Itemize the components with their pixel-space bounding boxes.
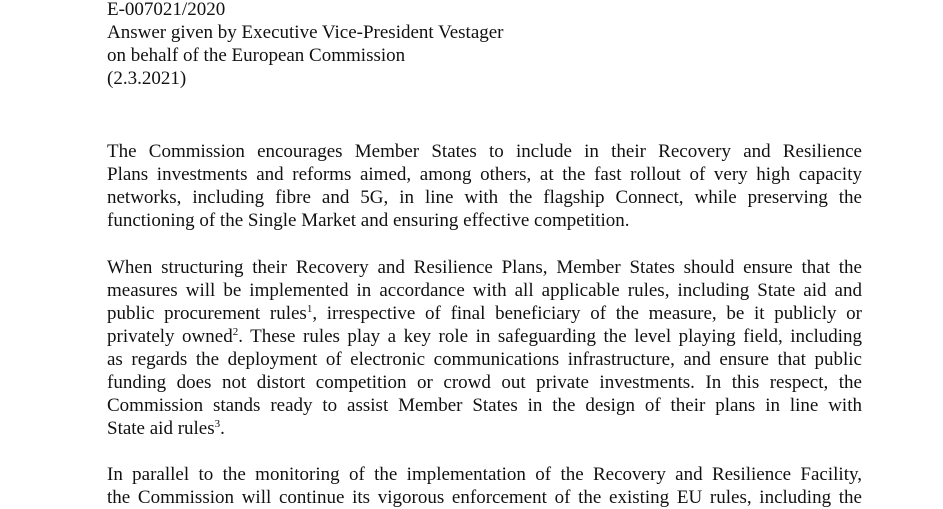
line-segment: privately owned [107,326,233,347]
paragraph-line: the Commission will continue its vigorous enforcement of the existing EU rules, including the [107,487,862,508]
paragraph-line: When structuring their Recovery and Resilience Plans, Member States should ensure that the [107,257,862,278]
paragraph-line: funding does not distort competition or crowd out private investments. In this respect, the [107,372,862,393]
line-segment: , irrespective of final beneficiary of the measure, be it publicly or [312,303,862,324]
question-reference: E-007021/2020 [107,0,226,20]
answer-header [107,0,504,90]
footnote-marker-3[interactable]: 3 [214,418,221,430]
paragraph-line-with-footnote [107,325,862,348]
paragraph-line-with-footnote [107,417,862,440]
paragraph-line: In parallel to the monitoring of the implementation of the Recovery and Resilience Facility, [107,464,862,485]
footnote-marker-2[interactable]: 2 [232,326,239,338]
line-segment: . [220,418,225,439]
answer-on-behalf: on behalf of the European Commission [107,45,406,66]
paragraph-line-with-footnote [107,302,862,325]
paragraph-line: measures will be implemented in accordance with all applicable rules, including State aid and [107,280,862,301]
answer-author: Answer given by Executive Vice-President Vestager [107,22,504,43]
paragraph-1 [107,140,862,232]
paragraph-2 [107,256,862,440]
line-segment: public procurement rules [107,303,307,324]
footnote-marker-1[interactable]: 1 [306,303,313,315]
paragraph-line: networks, including fibre and 5G, in line with the flagship Connect, while preserving the [107,187,862,208]
line-segment: State aid rules [107,418,215,439]
answer-date: (2.3.2021) [107,68,187,89]
paragraph-line: functioning of the Single Market and ensuring effective competition. [107,210,630,231]
paragraph-line: as regards the deployment of electronic communications infrastructure, and ensure that public [107,349,862,370]
line-segment: . These rules play a key role in safeguarding the level playing field, including [238,326,862,347]
paragraph-line: Commission stands ready to assist Member States in the design of their plans in line with [107,395,862,416]
paragraph-3 [107,463,862,509]
paragraph-line: The Commission encourages Member States to include in their Recovery and Resilience [107,141,862,162]
paragraph-line: Plans investments and reforms aimed, among others, at the fast rollout of very high capacity [107,164,862,185]
